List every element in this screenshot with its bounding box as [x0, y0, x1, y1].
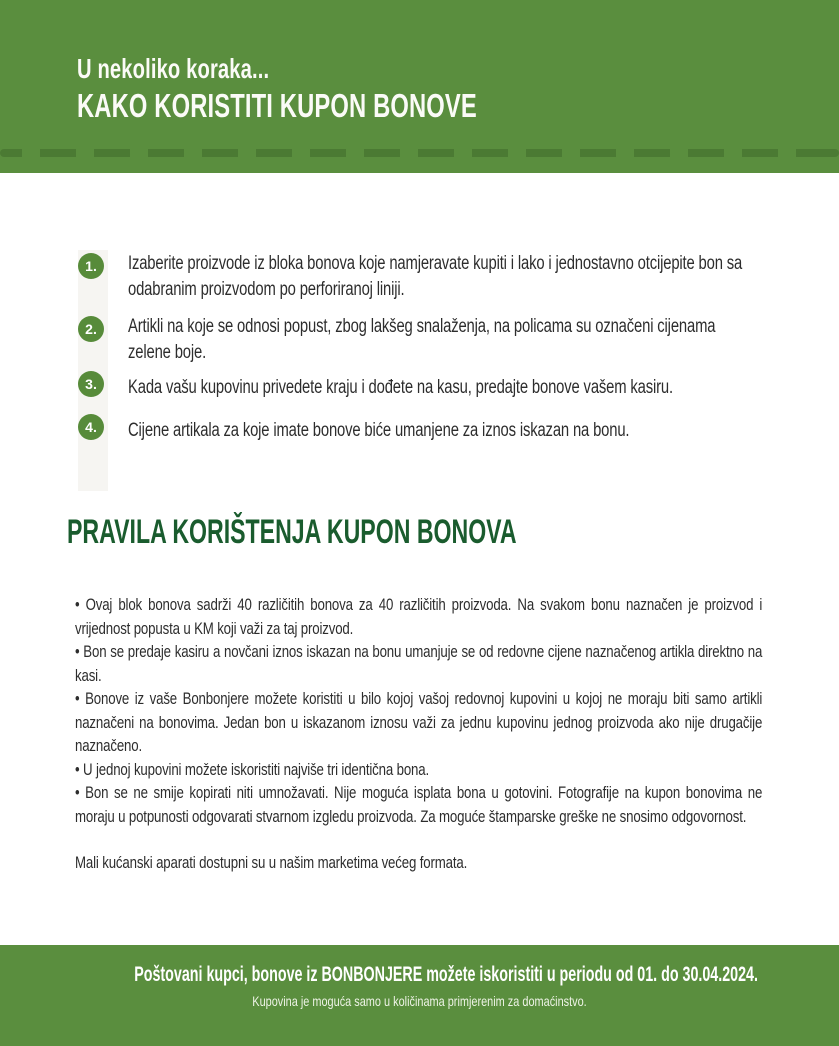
- step-number-badge: 1.: [78, 253, 104, 279]
- footer-band: [0, 945, 839, 1046]
- step-text: Kada vašu kupovinu privedete kraju i dođete na kasu, predajte bonove vašem kasiru.: [128, 377, 673, 398]
- step-number-badge: 2.: [78, 316, 104, 342]
- step-number-badge: 3.: [78, 371, 104, 397]
- footer-validity-text: Poštovani kupci, bonove iz BONBONJERE možete iskoristiti u periodu od 01. do 30.04.2024.: [134, 963, 758, 986]
- perforation-dashed-line: [0, 149, 839, 157]
- rule-item: • U jednoj kupovini možete iskoristiti najviše tri identična bona.: [75, 759, 430, 779]
- header-subtitle: U nekoliko koraka...: [77, 53, 270, 84]
- step-number-badge: 4.: [78, 414, 104, 440]
- rule-item: • Bon se predaje kasiru a novčani iznos iskazan na bonu umanjuje se od redovne cijene naznačenog artikla direktno na kasi.: [75, 642, 763, 685]
- rule-item: • Bonove iz vaše Bonbonjere možete koristiti u bilo kojoj vašoj redovnoj kupovini u kojoj ne moraju biti samo artikli naznačeni na bonovima. Jedan bon u iskazanom iznosu važi za jednu kupovinu jednog proizvoda ako nije drugačije naznačeno.: [75, 689, 763, 755]
- step-text: Artikli na koje se odnosi popust, zbog lakšeg snalaženja, na policama su označeni cijenama zelene boje.: [128, 316, 716, 363]
- header-band: [0, 0, 839, 173]
- rules-section: [75, 593, 775, 875]
- rules-heading: PRAVILA KORIŠTENJA KUPON BONOVA: [67, 513, 517, 551]
- step-text: Izaberite proizvode iz bloka bonova koje namjeravate kupiti i lako i jednostavno otcijepite bon sa odabranim proizvodom po perforiranoj liniji.: [128, 253, 743, 300]
- rule-item: • Ovaj blok bonova sadrži 40 različitih bonova za 40 različitih proizvoda. Na svakom bonu naznačen je proizvod i vrijednost popusta u KM koji važi za taj proizvod.: [75, 595, 763, 638]
- rules-text-block: [75, 593, 762, 875]
- availability-note: Mali kućanski aparati dostupni su u našim marketima većeg formata.: [75, 853, 468, 872]
- rule-item: • Bon se ne smije kopirati niti umnožavati. Nije moguća isplata bona u gotovini. Fotografije na kupon bonovima ne moraju u potpunosti odgovarati stvarnom izgledu proizvoda. Za moguće štamparske greške ne snosimo odgovornost.: [75, 783, 763, 826]
- step-text: Cijene artikala za koje imate bonove biće umanjene za iznos iskazan na bonu.: [128, 420, 630, 441]
- footer-quantity-note: Kupovina je moguća samo u količinama primjerenim za domaćinstvo.: [252, 993, 587, 1009]
- page-title: KAKO KORISTITI KUPON BONOVE: [77, 87, 477, 124]
